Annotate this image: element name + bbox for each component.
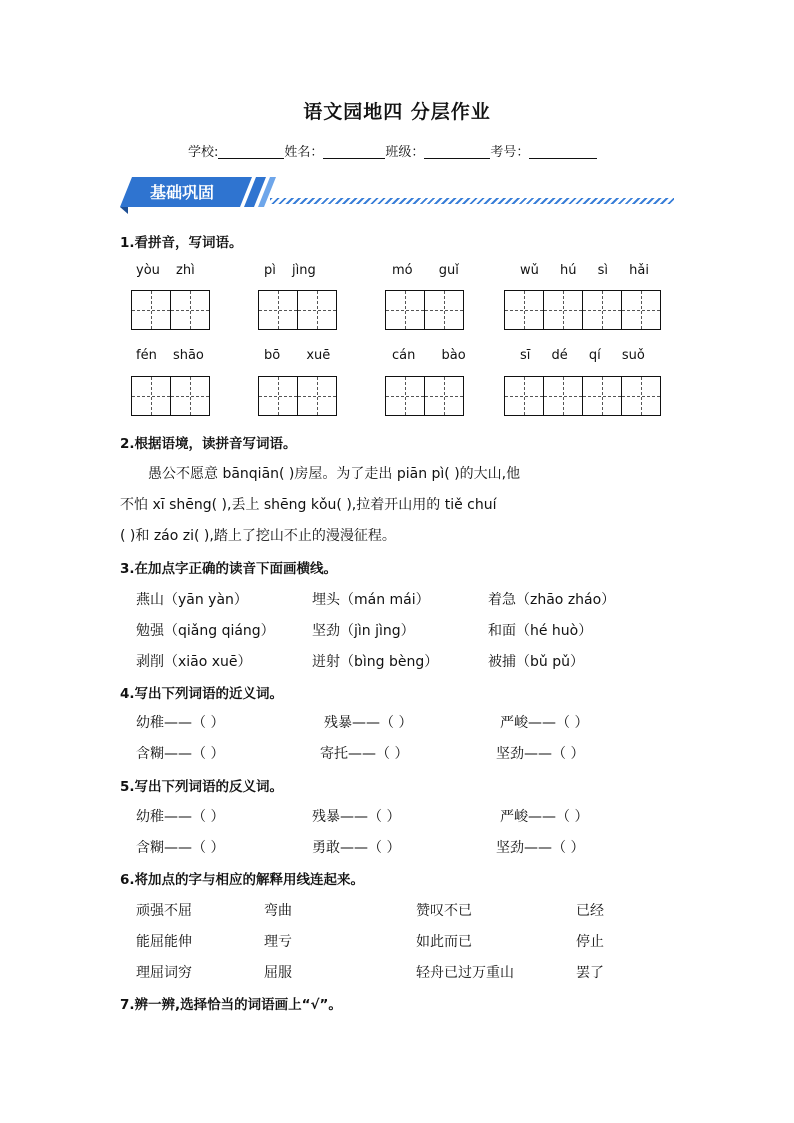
q3-item: 被捕（bǔ pǔ）: [488, 654, 584, 670]
q3-item: 和面（hé huò）: [488, 623, 593, 639]
q1-pinyin-1: yòu zhì: [136, 263, 195, 278]
q4-item: 含糊——（ ）: [136, 746, 225, 762]
q7-title: 7.辨一辨,选择恰当的词语画上“√”。: [120, 997, 342, 1013]
section-banner-label: 基础巩固: [149, 183, 215, 202]
q6-right-meaning: 罢了: [576, 965, 604, 981]
q3-item: 剥削（xiāo xuē）: [136, 654, 252, 670]
q5-item: 幼稚——（ ）: [136, 809, 225, 825]
q1-pinyin-2: pì jìng: [264, 263, 316, 278]
q5-item: 残暴——（ ）: [312, 809, 401, 825]
q5-item: 含糊——（ ）: [136, 840, 225, 856]
q1-title: 1.看拼音，写词语。: [120, 235, 243, 251]
q3-item: 着急（zhāo zháo）: [488, 592, 616, 608]
exam-no-blank[interactable]: [529, 144, 597, 159]
name-blank[interactable]: [323, 144, 385, 159]
class-label: 班级：: [385, 145, 425, 160]
q3-item: 燕山（yān yàn）: [136, 592, 248, 608]
q6-right-word: 轻舟已过万重山: [416, 965, 514, 981]
q1-writing-grid-4[interactable]: [504, 290, 661, 330]
q6-right-word: 如此而已: [416, 934, 472, 950]
q3-item: 勉强（qiǎng qiáng）: [136, 623, 275, 639]
q6-left-meaning: 理亏: [264, 934, 292, 950]
student-info-line: [188, 141, 597, 160]
q4-item: 坚劲——（ ）: [496, 746, 585, 762]
q3-title: 3.在加点字正确的读音下面画横线。: [120, 561, 338, 577]
q1-writing-grid-8[interactable]: [504, 376, 661, 416]
q2-passage-line-1: 愚公不愿意 bānqiān( )房屋。为了走出 piān pì( )的大山,他: [148, 466, 521, 482]
q1-writing-grid-6[interactable]: [258, 376, 337, 416]
q4-item: 严峻——（ ）: [500, 715, 589, 731]
q4-title: 4.写出下列词语的近义词。: [120, 686, 284, 702]
q4-item: 残暴——（ ）: [324, 715, 413, 731]
q1-pinyin-5: fén shāo: [136, 348, 204, 363]
q5-item: 严峻——（ ）: [500, 809, 589, 825]
q1-writing-grid-7[interactable]: [385, 376, 464, 416]
exam-no-label: 考号：: [490, 145, 530, 160]
section-banner: [120, 177, 280, 215]
q6-right-word: 赞叹不已: [416, 903, 472, 919]
q1-pinyin-6: bō xuē: [264, 348, 331, 363]
q1-writing-grid-5[interactable]: [131, 376, 210, 416]
q4-item: 寄托——（ ）: [320, 746, 409, 762]
q5-item: 坚劲——（ ）: [496, 840, 585, 856]
school-blank[interactable]: [218, 144, 284, 159]
q5-item: 勇敢——（ ）: [312, 840, 401, 856]
q3-item: 埋头（mán mái）: [312, 592, 430, 608]
q6-left-word: 能屈能伸: [136, 934, 192, 950]
q1-pinyin-7: cán bào: [392, 348, 466, 363]
q1-writing-grid-3[interactable]: [385, 290, 464, 330]
q5-title: 5.写出下列词语的反义词。: [120, 779, 284, 795]
q1-pinyin-8: sī dé qí suǒ: [520, 348, 645, 363]
page-title: 语文园地四 分层作业: [303, 101, 491, 123]
class-blank[interactable]: [424, 144, 490, 159]
q2-passage-line-3: ( )和 záo zi( ),踏上了挖山不止的漫漫征程。: [120, 528, 396, 544]
q6-left-word: 理屈词穷: [136, 965, 192, 981]
q1-pinyin-3: mó guǐ: [392, 263, 459, 278]
q1-writing-grid-2[interactable]: [258, 290, 337, 330]
q1-writing-grid-1[interactable]: [131, 290, 210, 330]
q3-item: 迸射（bìng bèng）: [312, 654, 439, 670]
q6-right-meaning: 停止: [576, 934, 604, 950]
q4-item: 幼稚——（ ）: [136, 715, 225, 731]
q2-passage-line-2: 不怕 xī shēng( ),丢上 shēng kǒu( ),拉着开山用的 tiě chuí: [120, 497, 497, 513]
q2-title: 2.根据语境，读拼音写词语。: [120, 436, 297, 452]
q6-title: 6.将加点的字与相应的解释用线连起来。: [120, 872, 365, 888]
q3-item: 坚劲（jìn jìng）: [312, 623, 415, 639]
q6-left-meaning: 屈服: [264, 965, 292, 981]
school-label: 学校:: [188, 145, 219, 160]
name-label: 姓名：: [284, 145, 324, 160]
q6-right-meaning: 已经: [576, 903, 604, 919]
q6-left-meaning: 弯曲: [264, 903, 292, 919]
banner-stripe-divider: [270, 198, 674, 204]
q6-left-word: 顽强不屈: [136, 903, 192, 919]
q1-pinyin-4: wǔ hú sì hǎi: [520, 263, 649, 278]
